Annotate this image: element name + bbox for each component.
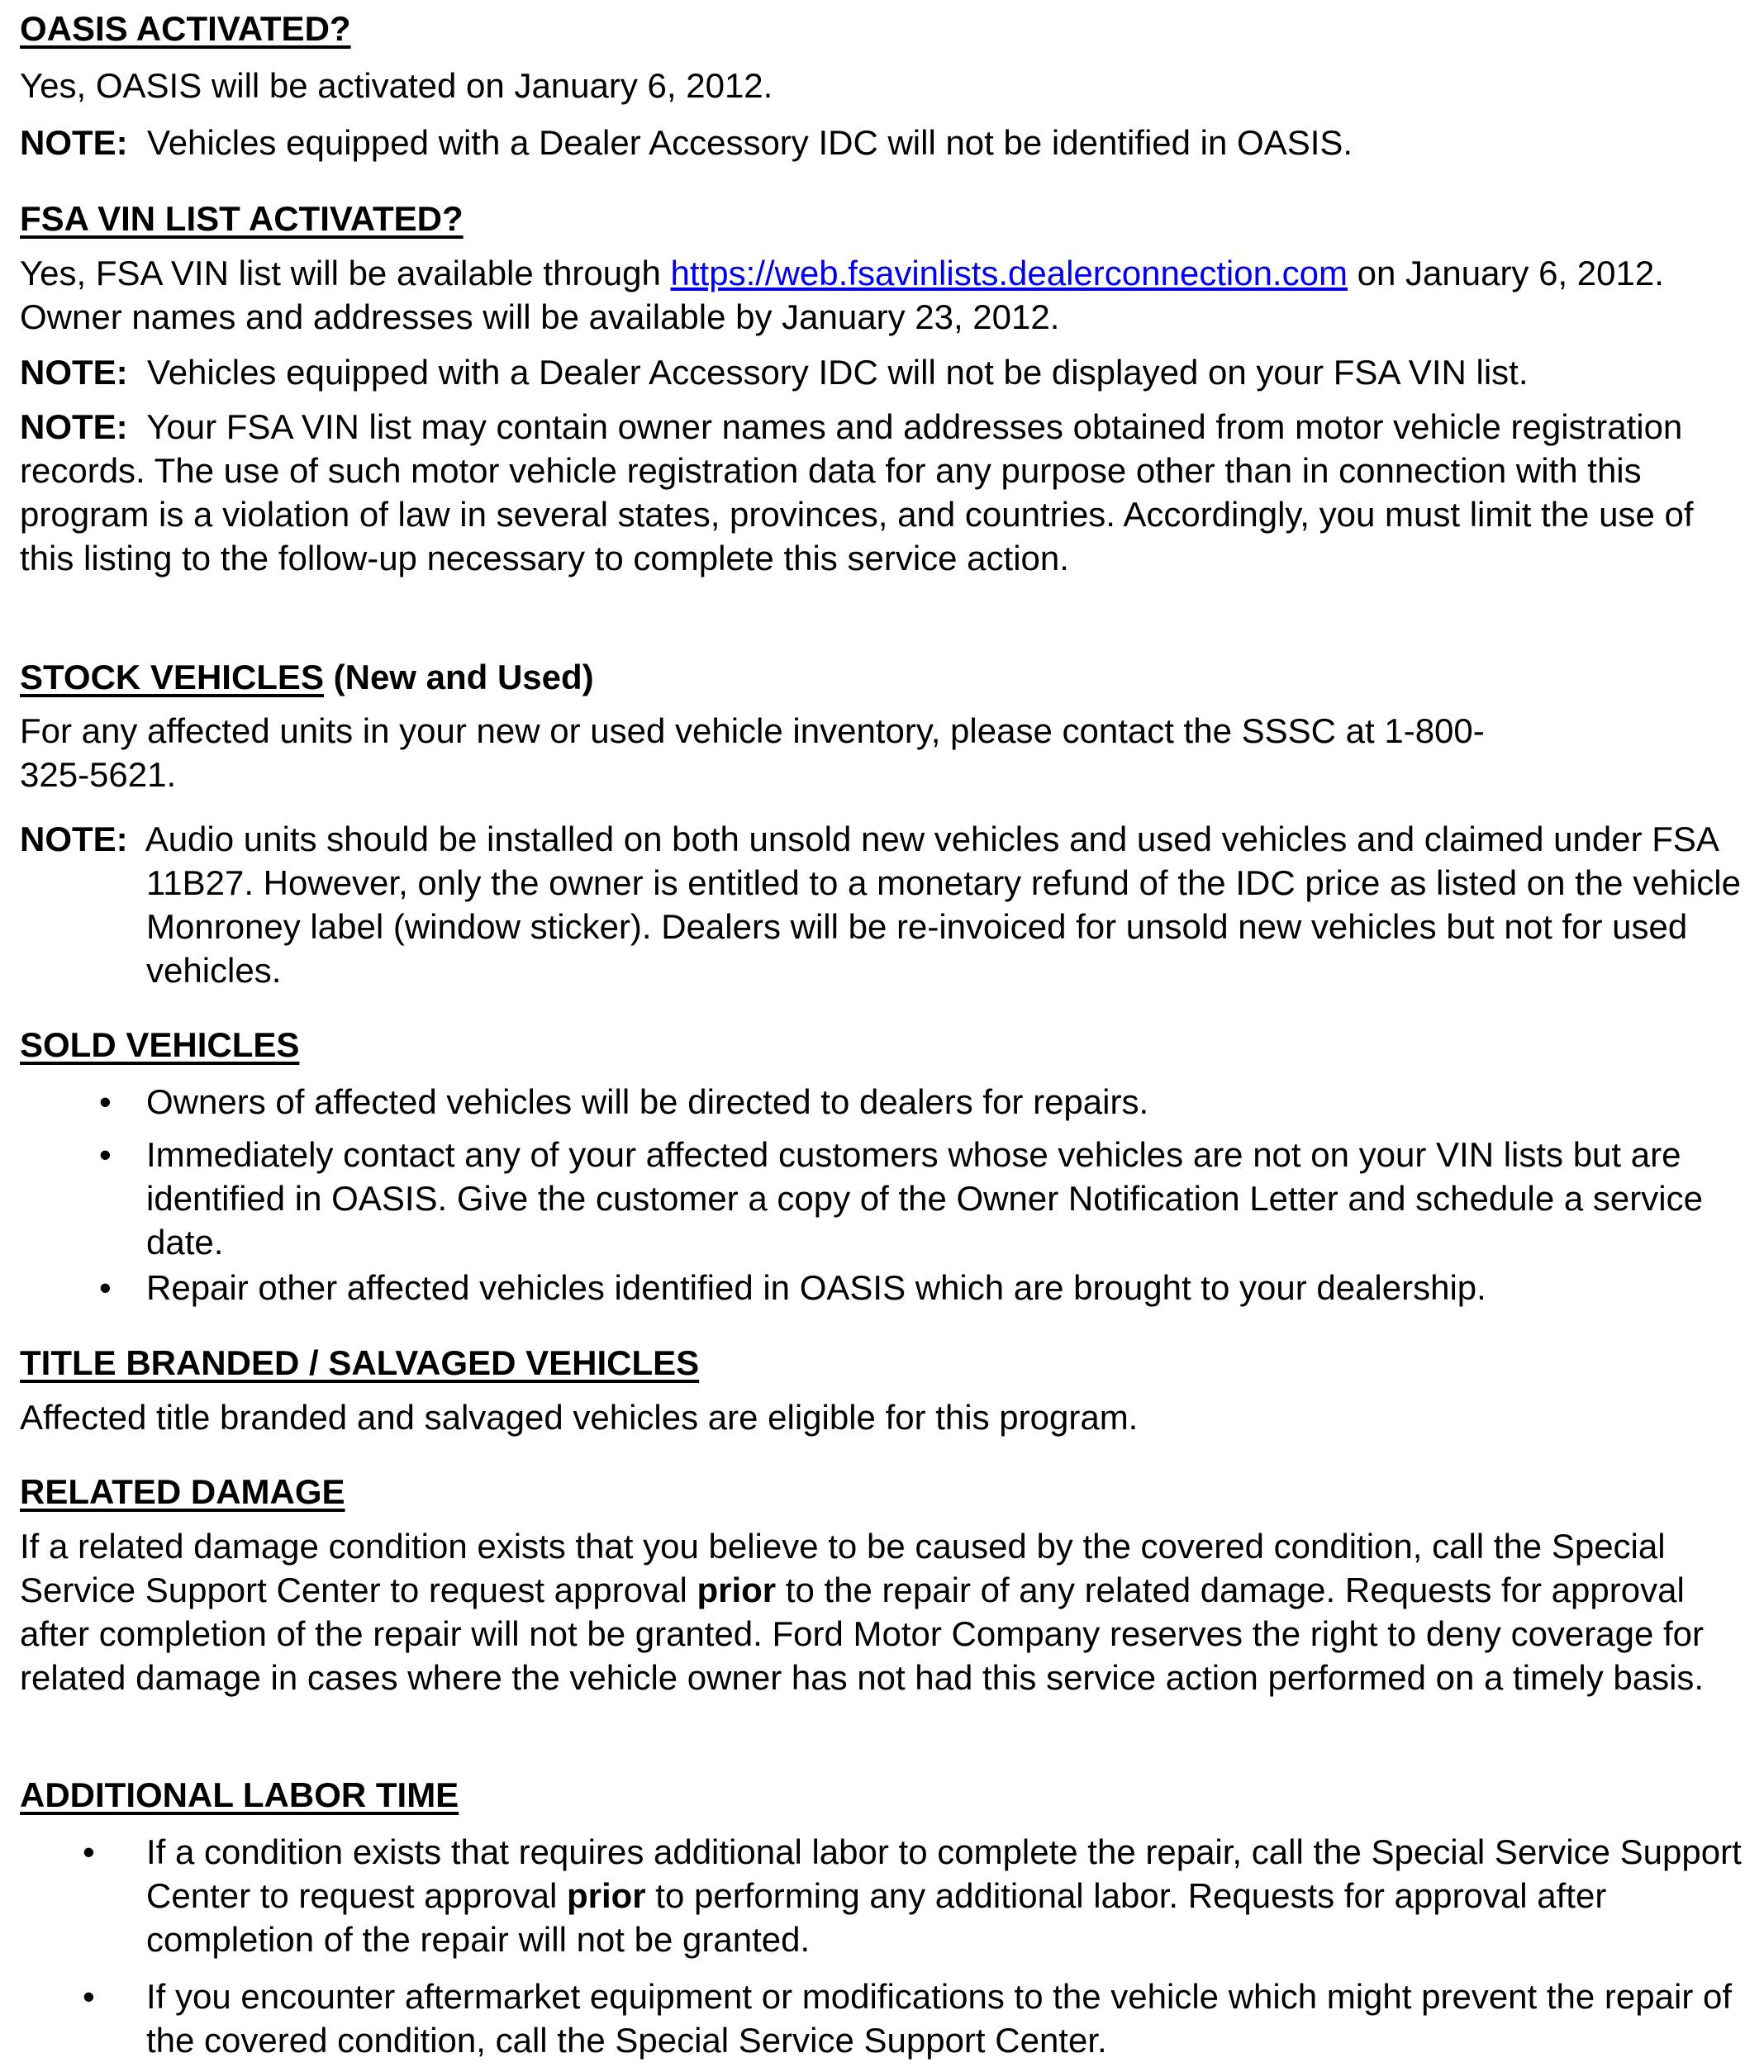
list-item-text bbox=[146, 1830, 1747, 1961]
related-text-start: If a related damage condition exists that you believe to be caused by the covered condition, call the Special Service Support Center to request approval bbox=[20, 1527, 1666, 1609]
stock-heading-suffix: (New and Used) bbox=[323, 658, 594, 696]
list-item-text: If you encounter aftermarket equipment or modifications to the vehicle which might prevent the repair of the covered condition, call the Special Service Support Center. bbox=[146, 1977, 1732, 2060]
note-label: NOTE: bbox=[20, 820, 128, 858]
stock-note bbox=[20, 817, 1747, 992]
fsa-heading: FSA VIN LIST ACTIVATED? bbox=[20, 199, 464, 238]
fsa-vin-list-link[interactable]: https://web.fsavinlists.dealerconnection.com bbox=[670, 254, 1348, 292]
fsa-text-start: Yes, FSA VIN list will be available through bbox=[20, 254, 671, 292]
labor-text-start: If a condition exists that requires additional labor to complete the repair, call the Special Service Support Center to request approval bbox=[146, 1832, 1742, 1915]
stock-text: For any affected units in your new or used vehicle inventory, please contact the SSSC at 1-800-325-5621. bbox=[20, 711, 1485, 794]
note-text: Your FSA VIN list may contain owner names and addresses obtained from motor vehicle registration records. The use of such motor vehicle registration data for any purpose other than in connection with this program is a violation of law in several states, provinces, and countries. Accordingly, you must limit the use of this listing to the follow-up necessary to complete this service action. bbox=[20, 407, 1694, 577]
title-branded-text: Affected title branded and salvaged vehicles are eligible for this program. bbox=[20, 1398, 1139, 1437]
note-label: NOTE: bbox=[20, 407, 128, 446]
related-damage-heading: RELATED DAMAGE bbox=[20, 1472, 345, 1511]
related-text-bold: prior bbox=[697, 1571, 777, 1609]
stock-heading-title: STOCK VEHICLES bbox=[20, 658, 324, 696]
additional-labor-heading: ADDITIONAL LABOR TIME bbox=[20, 1775, 459, 1814]
oasis-note bbox=[20, 121, 1744, 164]
list-item-text: Owners of affected vehicles will be directed to dealers for repairs. bbox=[146, 1082, 1149, 1121]
fsa-note-1 bbox=[20, 350, 1744, 394]
note-text: Vehicles equipped with a Dealer Accessory IDC will not be identified in OASIS. bbox=[147, 123, 1353, 162]
oasis-heading: OASIS ACTIVATED? bbox=[20, 9, 351, 48]
bullet-icon: • bbox=[99, 1268, 112, 1307]
bullet-icon: • bbox=[83, 1832, 95, 1871]
labor-text-end: to performing any additional labor. Requests for approval after completion of the repair will not be granted. bbox=[146, 1876, 1607, 1959]
labor-text-bold: prior bbox=[566, 1876, 646, 1915]
note-label: NOTE: bbox=[20, 123, 128, 162]
stock-heading bbox=[20, 655, 1744, 699]
note-text: Audio units should be installed on both unsold new vehicles and used vehicles and claimed under FSA 11B27. However, only the owner is entitled to a monetary refund of the IDC price as listed on the vehicle Monroney label (window sticker). Dealers will be re-invoiced for unsold new vehicles but not for used vehicles. bbox=[145, 820, 1741, 990]
note-text: Vehicles equipped with a Dealer Accessory IDC will not be displayed on your FSA VIN list. bbox=[147, 353, 1529, 392]
list-item-text: Repair other affected vehicles identified in OASIS which are brought to your dealership. bbox=[146, 1268, 1486, 1307]
fsa-text bbox=[20, 251, 1739, 339]
related-text-end: to the repair of any related damage. Requests for approval after completion of the repair will not be granted. Ford Motor Company reserves the right to deny coverage for related damage in cases where the vehicle owner has not had this service action performed on a timely basis. bbox=[20, 1571, 1705, 1697]
related-damage-text bbox=[20, 1524, 1739, 1699]
fsa-note-2 bbox=[20, 405, 1731, 580]
fsa-text-end: on January 6, 2012. Owner names and addresses will be available by January 23, 2012. bbox=[20, 254, 1664, 336]
bullet-icon: • bbox=[99, 1135, 112, 1174]
sold-heading: SOLD VEHICLES bbox=[20, 1025, 300, 1064]
bullet-icon: • bbox=[83, 1977, 95, 2016]
title-branded-heading: TITLE BRANDED / SALVAGED VEHICLES bbox=[20, 1343, 700, 1382]
bullet-icon: • bbox=[99, 1082, 112, 1121]
note-label: NOTE: bbox=[20, 353, 128, 392]
oasis-text: Yes, OASIS will be activated on January 6, 2012. bbox=[20, 66, 773, 105]
list-item-text: Immediately contact any of your affected customers whose vehicles are not on your VIN lists but are identified in OASIS. Give the customer a copy of the Owner Notification Letter and schedule a service date. bbox=[146, 1135, 1703, 1262]
